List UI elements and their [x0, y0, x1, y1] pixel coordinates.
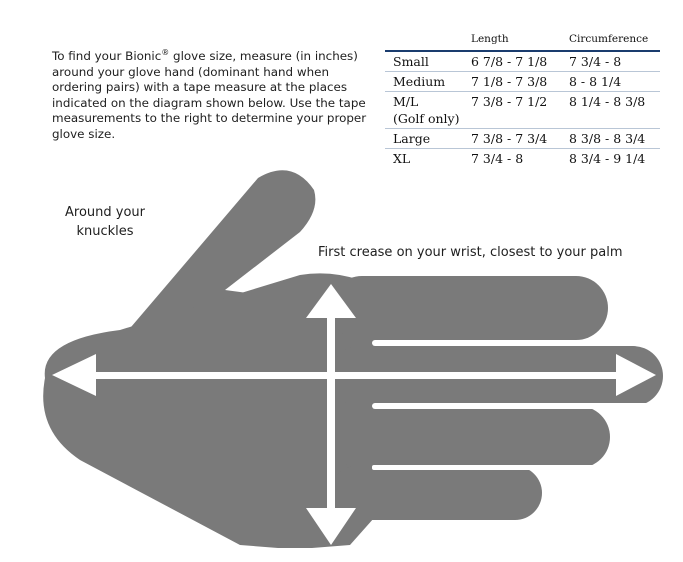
registered-mark: ®	[161, 48, 170, 58]
knuckles-label-line2: knuckles	[76, 224, 134, 239]
length-range: 6 7/8 - 7 1/8	[463, 51, 561, 72]
ring-finger	[330, 406, 610, 468]
length-range: 7 3/8 - 7 3/4	[463, 129, 561, 149]
size-name: Small	[385, 51, 463, 72]
knuckles-label	[55, 203, 155, 241]
size-name: XL	[393, 151, 411, 166]
size-name: M/L	[393, 94, 419, 109]
circumference-range: 8 3/4 - 9 1/4	[569, 151, 646, 166]
size-name: Large	[385, 129, 463, 149]
index-finger	[330, 276, 608, 340]
length-column-header: Length	[463, 33, 561, 51]
pinky-finger	[330, 466, 542, 520]
length-range: 7 3/4 - 8	[471, 151, 524, 166]
circumference-range: 8 3/8 - 8 3/4	[561, 129, 660, 149]
instructions-text-start: To find your Bionic	[52, 49, 162, 63]
size-name: Medium	[385, 72, 463, 92]
length-range: 7 3/8 - 7 1/2	[463, 92, 561, 129]
wrist-crease-label: First crease on your wrist, closest to your palm	[318, 245, 623, 260]
circumference-range: 8 - 8 1/4	[561, 72, 660, 92]
length-range: 7 1/8 - 7 3/8	[463, 72, 561, 92]
size-note: (Golf only)	[393, 111, 460, 126]
instructions-text-rest: glove size, measure (in inches) around your glove hand (dominant hand when ordering pairs) with a tape measure at the places indicated on the diagram shown below. Use the tape measurements to the right to determine your proper glove size.	[52, 49, 367, 141]
circumference-column-header: Circumference	[561, 33, 660, 51]
circumference-range: 8 1/4 - 8 3/8	[561, 92, 660, 129]
knuckles-label-line1: Around your	[65, 205, 145, 220]
circumference-range: 7 3/4 - 8	[561, 51, 660, 72]
